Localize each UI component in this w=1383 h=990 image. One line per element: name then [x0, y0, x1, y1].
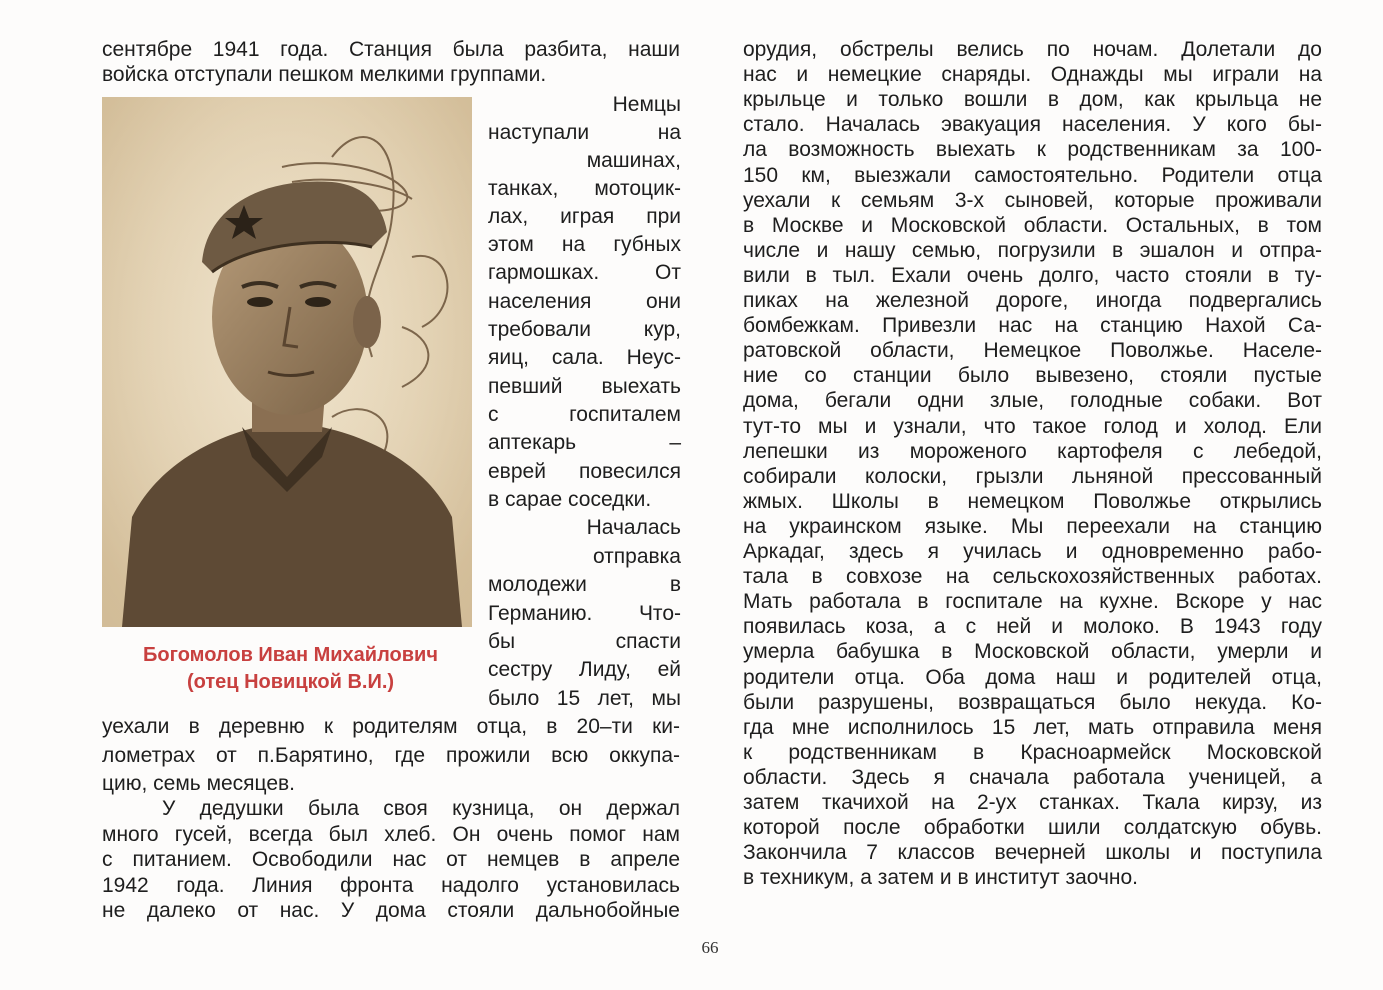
text-line: в сарае соседки. [488, 488, 652, 511]
text-line: родители отца. Оба дома наш и родителей отца, [743, 665, 1322, 689]
text-line: бы спасти [488, 630, 681, 653]
text-line: в техникум, а затем и в институт заочно. [743, 866, 1139, 890]
text-line: нас и немецкие снаряды. Однажды мы играли на [743, 63, 1322, 87]
text-line: лометрах от п.Барятино, где прожили всю оккупа- [102, 744, 680, 767]
text-line: крыльце и только вошли в дом, как крыльца не [743, 88, 1322, 112]
text-line: Немцы [612, 93, 681, 116]
text-line: с госпиталем [488, 403, 681, 426]
soldier-portrait-image [102, 97, 472, 627]
text-line: ла возможность выехать к родственникам за 100- [743, 138, 1322, 162]
text-line: лепешки из мороженого картофеля с лебедой, [743, 439, 1322, 463]
text-line: тала в совхозе на сельскохозяйственных работах. [743, 565, 1322, 589]
text-line: гда мне исполнилось 15 лет, мать отправила меня [743, 715, 1322, 739]
text-line: появилась коза, а с ней и молоко. В 1943 году [743, 615, 1322, 639]
text-line: Германию. Что- [488, 602, 681, 625]
text-line: ратовской области, Немецкое Поволжье. Населе- [743, 339, 1322, 363]
text-line: которой после обработки шили солдатскую обувь. [743, 816, 1322, 840]
text-line: вили в тыл. Ехали очень долго, часто стояли в ту- [743, 263, 1322, 287]
text-line: этом на губных [488, 233, 681, 256]
text-line: молодежи в [488, 573, 681, 596]
text-line: машинах, [586, 149, 681, 172]
text-line: затем ткачихой на 2-ух станках. Ткала кирзу, из [743, 791, 1322, 814]
text-line: Мать работала в госпитале на кухне. Вскоре у нас [743, 590, 1322, 614]
text-line: Закончила 7 классов вечерней школы и поступила [743, 841, 1322, 865]
text-line: отправка [592, 545, 681, 568]
text-line: требовали кур, [488, 318, 681, 341]
text-line: орудия, обстрелы велись по ночам. Долетали до [743, 38, 1322, 61]
text-line: пиках на железной дороге, иногда подвергались [743, 289, 1322, 312]
text-line: яиц, сала. Неус- [488, 346, 681, 369]
text-line: еврей повесился [488, 460, 681, 483]
text-line: гармошках. От [488, 261, 681, 284]
text-line: в Москве и Московской области. Остальных, в том [743, 213, 1322, 237]
text-line: населения они [488, 290, 681, 313]
photo-caption-name: Богомолов Иван Михайлович [143, 644, 438, 666]
text-line: много гусей, всегда был хлеб. Он очень помог нам [102, 823, 680, 846]
text-line: ние со станции было вывезено, стояли пустые [743, 364, 1322, 388]
text-line: У дедушки была своя кузница, он держал [162, 797, 680, 820]
text-line: к родственникам в Красноармейск Московской [743, 740, 1322, 764]
text-line: на украинском языке. Мы переехали на станцию [743, 514, 1322, 538]
text-line: тут-то мы и узнали, что такое голод и холод. Ели [743, 414, 1322, 438]
text-line: войска отступали пешком мелкими группами. [102, 63, 547, 86]
text-line: жмых. Школы в немецком Поволжье открылись [743, 489, 1322, 513]
text-line: наступали на [488, 121, 681, 144]
text-line: аптекарь – [488, 431, 681, 454]
text-line: не далеко от нас. У дома стояли дальнобойные [102, 899, 680, 922]
text-line: стало. Началась эвакуация населения. У кого бы- [743, 113, 1322, 137]
portrait-photo [102, 97, 472, 627]
text-line: области. Здесь я сначала работала ученицей, а [743, 765, 1322, 789]
photo-caption-relation: (отец Новицкой В.И.) [186, 671, 395, 693]
text-line: певший выехать [488, 375, 681, 398]
text-line: цию, семь месяцев. [102, 772, 296, 795]
text-line: были разрушены, возвращаться было некуда. Ко- [743, 690, 1322, 714]
text-line: бомбежкам. Привезли нас на станцию Нахой Са- [743, 314, 1322, 338]
text-line: числе и нашу семью, погрузили в эшалон и отпра- [743, 238, 1322, 262]
text-line: собирали колоски, грызли льняной прессованный [743, 464, 1322, 488]
text-line: 1942 года. Линия фронта надолго установилась [102, 874, 680, 897]
text-line: сестру Лиду, ей [488, 658, 681, 681]
text-line: с питанием. Освободили нас от немцев в апреле [102, 848, 680, 871]
text-line: сентябре 1941 года. Станция была разбита, наши [102, 38, 680, 61]
text-line: танках, мотоцик- [488, 177, 681, 200]
text-line: дома, бегали одни злые, голодные собаки. Вот [743, 389, 1322, 413]
page-number: 66 [701, 938, 719, 957]
text-line: 150 км, выезжали самостоятельно. Родители отца [743, 163, 1322, 187]
text-line: умерла бабушка в Московской области, умерли и [743, 640, 1322, 664]
text-line: уехали в деревню к родителям отца, в 20–ти ки- [102, 715, 680, 738]
text-line: Началась [586, 516, 681, 539]
text-line: Аркадаг, здесь я училась и одновременно рабо- [743, 540, 1322, 563]
text-line: уехали к семьям 3-х сыновей, которые проживали [743, 188, 1322, 212]
text-line: было 15 лет, мы [488, 687, 681, 710]
text-line: лах, играя при [488, 205, 681, 228]
